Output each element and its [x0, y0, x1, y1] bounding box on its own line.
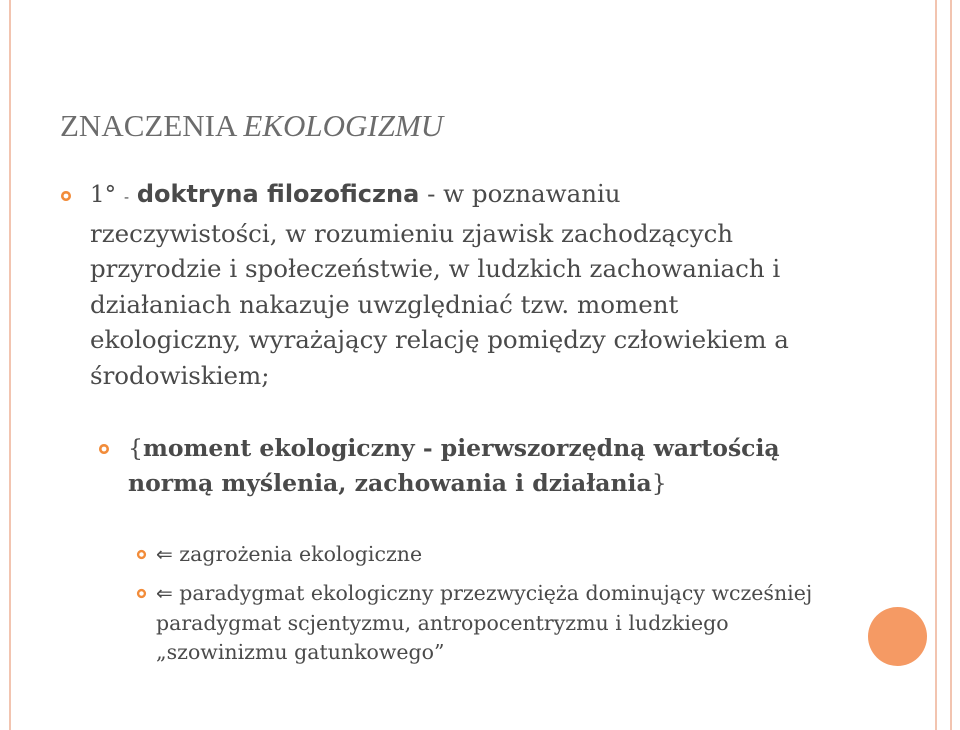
bullet-icon [98, 443, 110, 455]
bullet-level1-text [90, 176, 810, 393]
bullet-icon [136, 549, 147, 560]
bullet-level3-item [156, 540, 846, 570]
right-decor-line-outer [950, 0, 952, 730]
title-rest: EKOLOGIZMU [243, 108, 444, 143]
open-brace: { [128, 434, 143, 462]
item-body: - w poznawaniu rzeczywistości, w rozumieniu zjawisk zachodzących przyrodzie i społeczeństwie, w ludzkich zachowaniach i działaniach nakazuje uwzględniać tzw. moment ekologiczny, wyrażający relację pomiędzy człowiekiem a środowiskiem; [90, 179, 789, 390]
close-brace: } [651, 469, 667, 497]
item-term: doktryna filozoficzna [136, 180, 420, 208]
level2-body: moment ekologiczny - pierwszorzędną wartością normą myślenia, zachowania i działania [128, 434, 780, 497]
left-arrow-icon: ⇐ [156, 581, 173, 605]
left-arrow-icon: ⇐ [156, 542, 173, 566]
item-dash: - [123, 188, 130, 206]
left-decor-line [9, 0, 11, 730]
bullet-level3-item [156, 579, 846, 668]
right-decor-line [935, 0, 937, 730]
bullet-icon [136, 588, 147, 599]
orange-circle-decoration [868, 607, 927, 666]
item-number: 1° [90, 182, 117, 208]
bullet-icon [60, 190, 72, 202]
bullet-level2-text [128, 431, 828, 501]
level3-text: zagrożenia ekologiczne [179, 542, 423, 566]
title-lead: ZNACZENIA [60, 108, 236, 143]
level3-text: paradygmat ekologiczny przezwycięża dominujący wcześniej paradygmat scjentyzmu, antropocentryzmu i ludzkiego „szowinizmu gatunkowego” [156, 581, 813, 664]
slide-title [60, 108, 443, 144]
